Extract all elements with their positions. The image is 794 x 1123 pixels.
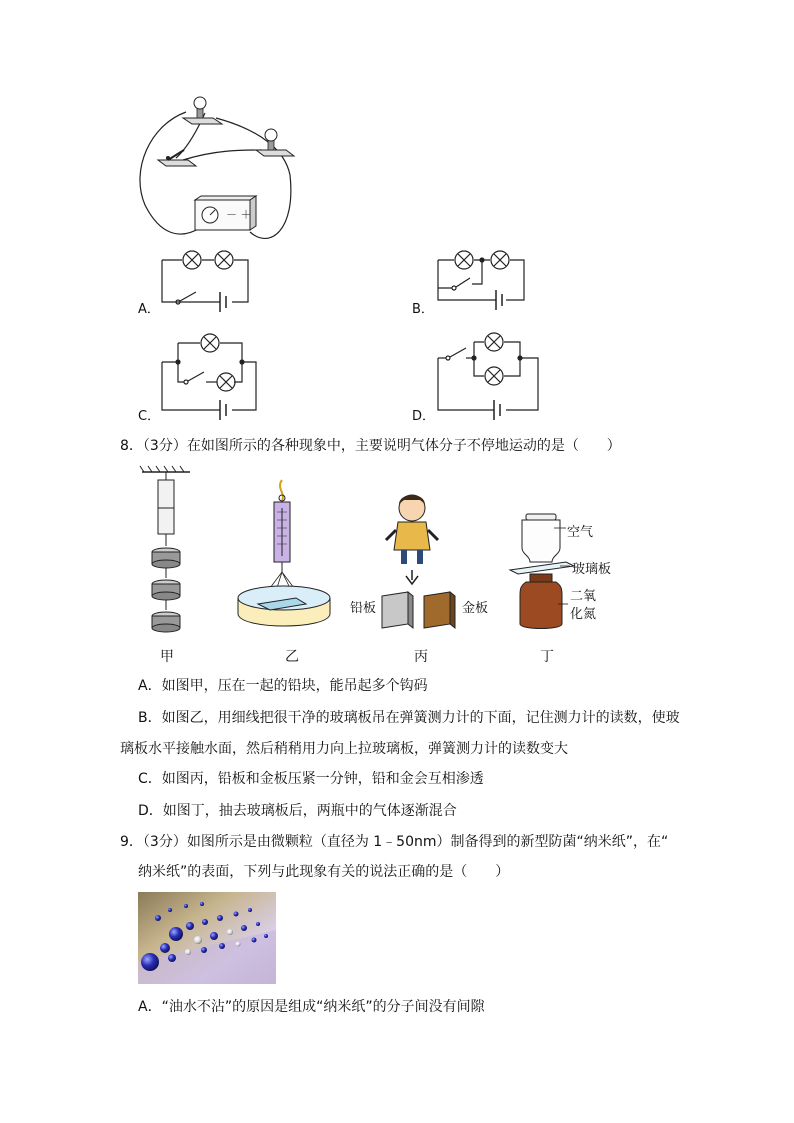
caption-ding: 丁 <box>540 649 554 665</box>
option-b-label[interactable]: B． <box>412 302 434 317</box>
q8-option-a[interactable]: A．如图甲，压在一起的铅块，能吊起多个钩码 <box>138 678 428 694</box>
label-gold-plate: 金板 <box>462 601 489 616</box>
q9-stem-line2: 纳米纸”的表面，下列与此现象有关的说法正确的是（ ） <box>138 864 510 880</box>
option-d-label[interactable]: D． <box>412 409 436 424</box>
q8-option-d[interactable]: D．如图丁，抽去玻璃板后，两瓶中的气体逐渐混合 <box>138 803 457 819</box>
label-no2-line2: 化氮 <box>570 607 597 622</box>
q9-option-a[interactable]: A．“油水不沾”的原因是组成“纳米纸”的分子间没有间隙 <box>138 999 485 1015</box>
label-air: 空气 <box>567 525 594 540</box>
q8-option-b-line1[interactable]: B．如图乙，用细线把很干净的玻璃板吊在弹簧测力计的下面，记住测力计的读数，使玻 <box>138 710 680 726</box>
option-c-label[interactable]: C． <box>138 409 161 424</box>
label-lead-plate: 铅板 <box>350 601 377 616</box>
caption-jia: 甲 <box>160 649 174 665</box>
caption-yi: 乙 <box>285 649 299 665</box>
q8-option-b-line2[interactable]: 璃板水平接触水面，然后稍稍用力向上拉玻璃板，弹簧测力计的读数变大 <box>120 741 568 757</box>
label-no2-line1: 二氧 <box>570 589 597 604</box>
q9-stem-line1: 9．（3分）如图所示是由微颗粒（直径为 1﹣50nm）制备得到的新型防菌“纳米纸”，在“ <box>120 834 669 850</box>
q8-option-c[interactable]: C．如图丙，铅板和金板压紧一分钟，铅和金会互相渗透 <box>138 771 484 787</box>
q8-stem: 8．（3分）在如图所示的各种现象中，主要说明气体分子不停地运动的是（ ） <box>120 438 621 454</box>
option-a-label[interactable]: A． <box>138 302 160 317</box>
caption-bing: 丙 <box>414 649 428 665</box>
battery-signs: － ＋ <box>226 208 252 221</box>
label-glass-plate: 玻璃板 <box>572 562 612 577</box>
